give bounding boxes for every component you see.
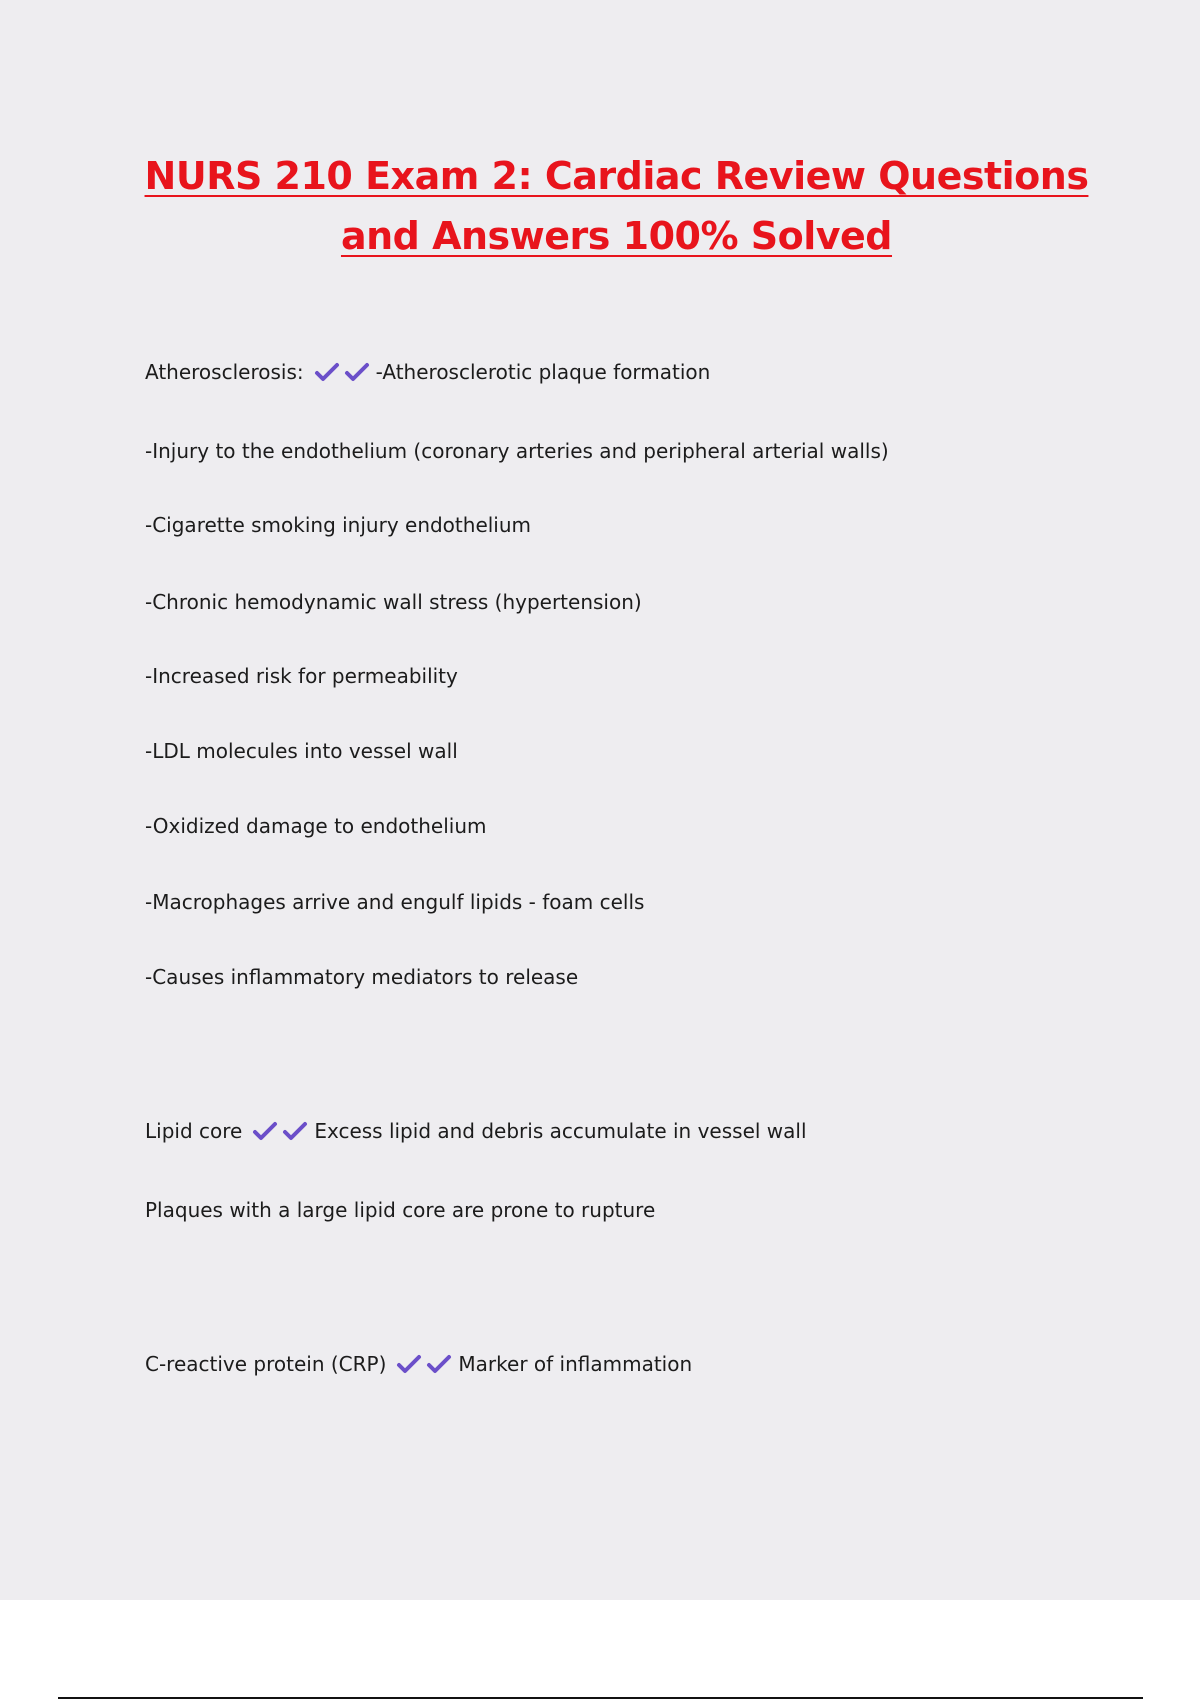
answer-line: -Cigarette smoking injury endothelium bbox=[145, 513, 532, 537]
answer-line: -Injury to the endothelium (coronary arteries and peripheral arterial walls) bbox=[145, 439, 889, 463]
document-title bbox=[120, 146, 1113, 266]
title-line-2: and Answers 100% Solved bbox=[340, 214, 893, 258]
answer-text: Marker of inflammation bbox=[458, 1352, 693, 1376]
answer-text: -Atherosclerotic plaque formation bbox=[375, 360, 711, 384]
answer-line: -Causes inflammatory mediators to release bbox=[145, 965, 579, 989]
entry-atherosclerosis-question bbox=[145, 358, 710, 386]
term-label: Atherosclerosis: bbox=[145, 360, 304, 384]
answer-text: Excess lipid and debris accumulate in vessel wall bbox=[314, 1119, 807, 1143]
double-checkmark-icon bbox=[314, 362, 374, 382]
double-checkmark-icon bbox=[396, 1354, 456, 1374]
entry-lipid-core-question bbox=[145, 1117, 807, 1145]
footer-divider bbox=[58, 1697, 1143, 1699]
double-checkmark-icon bbox=[252, 1121, 312, 1141]
answer-line: -LDL molecules into vessel wall bbox=[145, 739, 458, 763]
answer-line: -Chronic hemodynamic wall stress (hypertension) bbox=[145, 590, 642, 614]
title-line-1: NURS 210 Exam 2: Cardiac Review Questions bbox=[144, 154, 1089, 198]
term-label: C-reactive protein (CRP) bbox=[145, 1352, 387, 1376]
answer-line: Plaques with a large lipid core are prone to rupture bbox=[145, 1198, 656, 1222]
answer-line: -Macrophages arrive and engulf lipids - foam cells bbox=[145, 890, 645, 914]
answer-line: -Oxidized damage to endothelium bbox=[145, 814, 487, 838]
term-label: Lipid core bbox=[145, 1119, 243, 1143]
answer-line: -Increased risk for permeability bbox=[145, 664, 458, 688]
entry-crp-question bbox=[145, 1350, 692, 1378]
